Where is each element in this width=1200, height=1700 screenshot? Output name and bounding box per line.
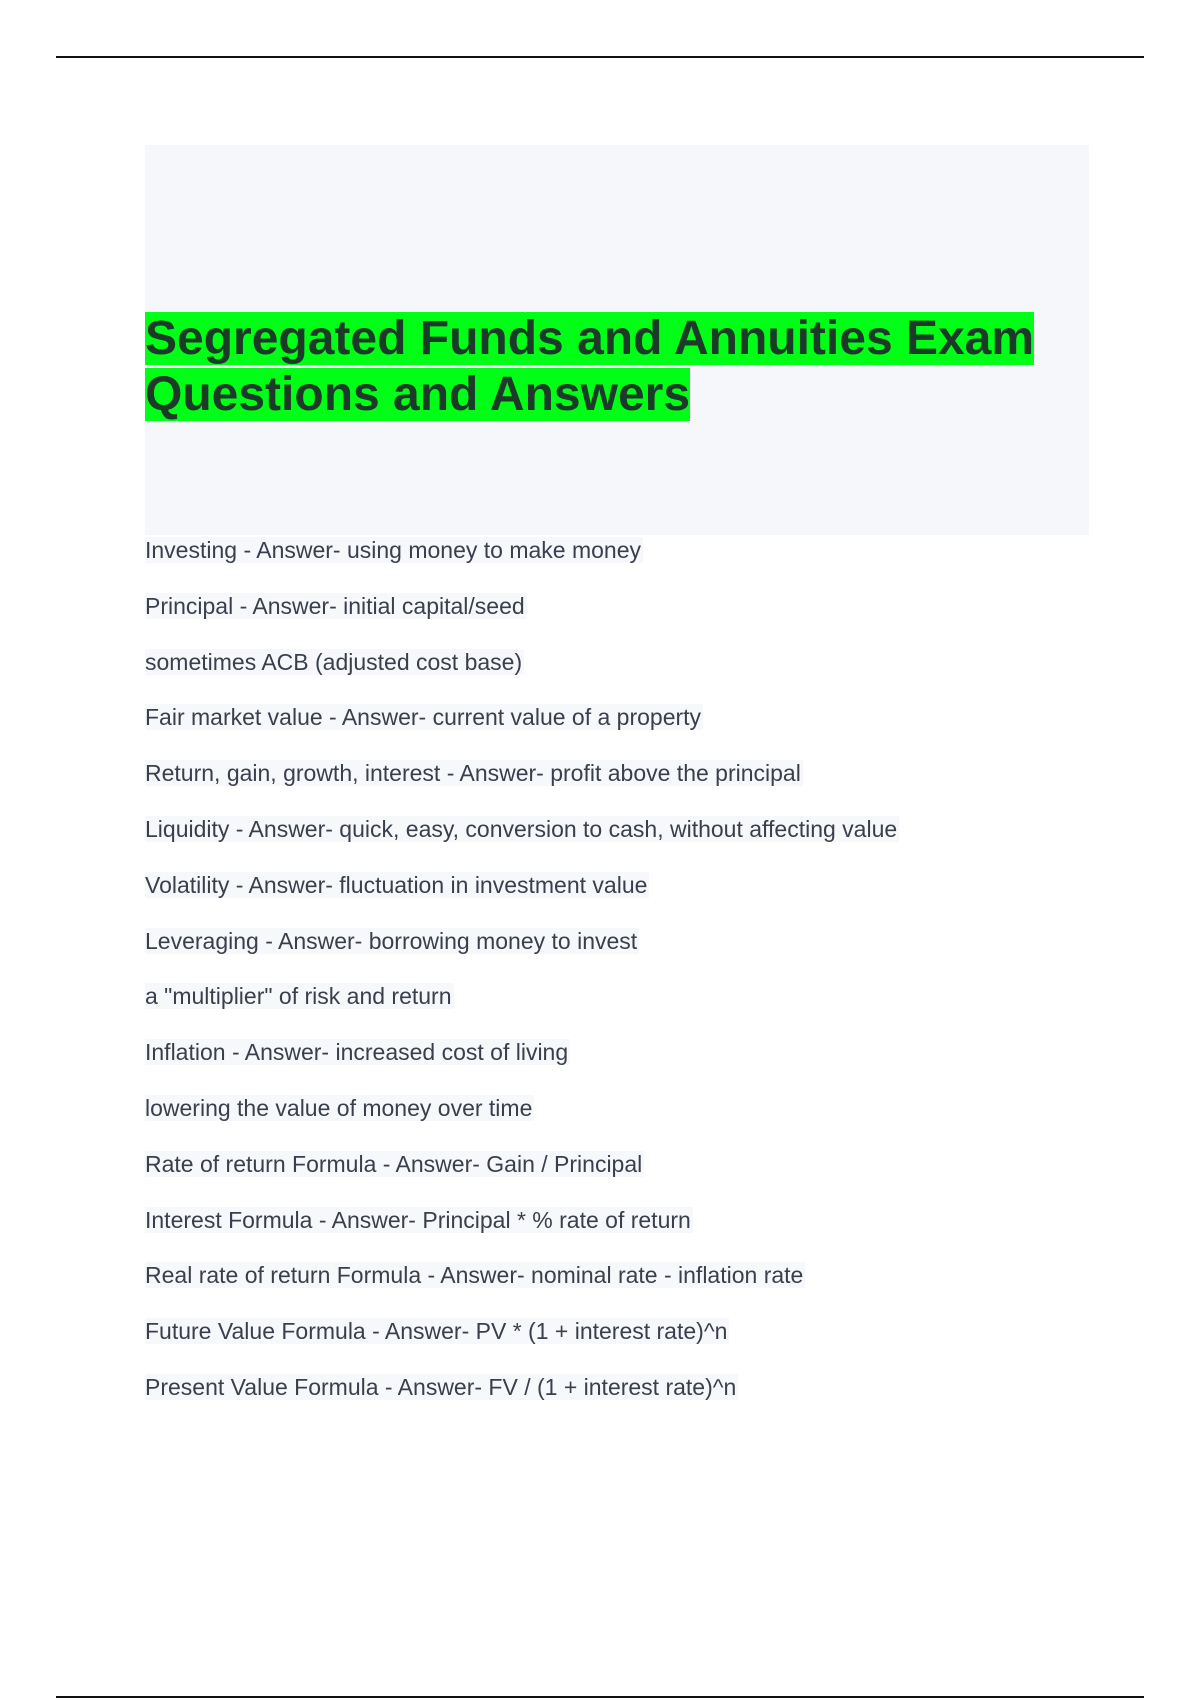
qa-entry: Inflation - Answer- increased cost of living xyxy=(145,1039,569,1066)
title-block xyxy=(145,145,1089,535)
qa-entry: Volatility - Answer- fluctuation in investment value xyxy=(145,871,648,898)
top-rule xyxy=(56,56,1144,58)
bottom-rule xyxy=(56,1696,1144,1698)
qa-list xyxy=(145,536,899,1429)
qa-entry: Investing - Answer- using money to make money xyxy=(145,537,642,563)
qa-entry: Fair market value - Answer- current value of a property xyxy=(145,704,702,731)
qa-entry: Rate of return Formula - Answer- Gain / Principal xyxy=(145,1150,643,1177)
document-title: Segregated Funds and Annuities Exam Questions and Answers xyxy=(145,312,1035,421)
qa-entry: Liquidity - Answer- quick, easy, conversion to cash, without affecting value xyxy=(145,815,898,842)
qa-entry: Future Value Formula - Answer- PV * (1 + interest rate)^n xyxy=(145,1318,728,1345)
qa-entry: lowering the value of money over time xyxy=(145,1094,533,1121)
qa-entry: a "multiplier" of risk and return xyxy=(145,983,452,1010)
qa-entry: sometimes ACB (adjusted cost base) xyxy=(145,648,523,675)
qa-entry: Principal - Answer- initial capital/seed xyxy=(145,592,525,619)
qa-entry: Return, gain, growth, interest - Answer- profit above the principal xyxy=(145,760,801,787)
qa-entry: Interest Formula - Answer- Principal * % rate of return xyxy=(145,1206,691,1233)
qa-entry: Leveraging - Answer- borrowing money to invest xyxy=(145,927,638,954)
qa-entry: Present Value Formula - Answer- FV / (1 + interest rate)^n xyxy=(145,1373,737,1400)
qa-entry: Real rate of return Formula - Answer- nominal rate - inflation rate xyxy=(145,1262,804,1289)
